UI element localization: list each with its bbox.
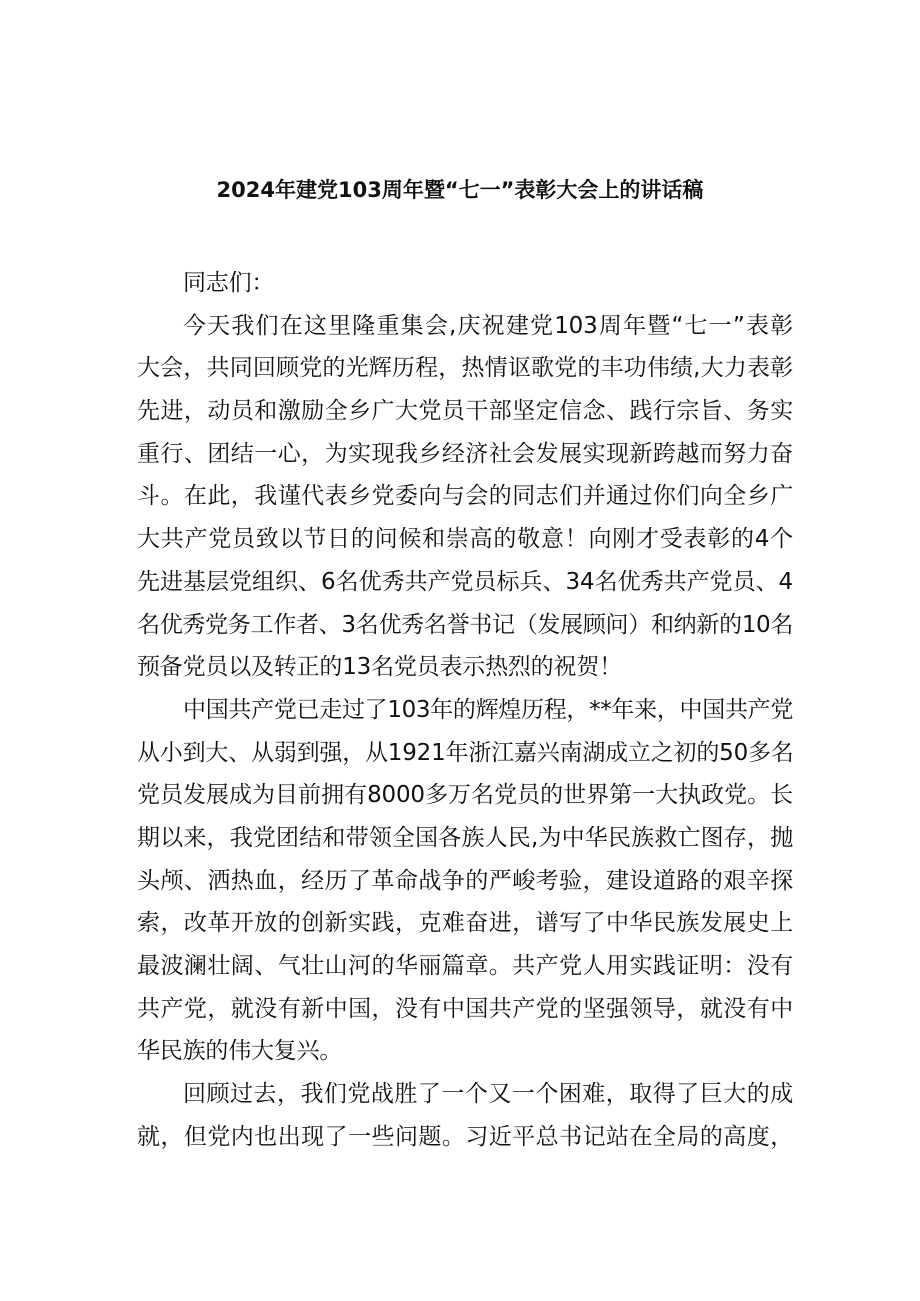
paragraph-line: 华民族的伟大复兴。	[137, 1038, 343, 1065]
salutation: 同志们：	[183, 270, 275, 296]
paragraph-line: 回顾过去，我们党战胜了一个又一个困难，取得了巨大的成	[183, 1081, 793, 1108]
paragraph-line: 就，但党内也出现了一些问题。习近平总书记站在全局的高度，	[137, 1123, 793, 1150]
paragraph-line: 党员发展成为目前拥有8000多万名党员的世界第一大执政党。长	[137, 782, 793, 809]
document-title: 2024年建党103周年暨“七一”表彰大会上的讲话稿	[216, 178, 704, 202]
paragraph-2	[137, 689, 793, 1073]
paragraph-line: 共产党，就没有新中国，没有中国共产党的坚强领导，就没有中	[137, 995, 793, 1022]
paragraph-line: 头颅、洒热血，经历了革命战争的严峻考验，建设道路的艰辛探	[137, 867, 793, 894]
paragraph-line: 从小到大、从弱到强，从1921年浙江嘉兴南湖成立之初的50多名	[137, 739, 794, 766]
document-body	[137, 262, 793, 1158]
paragraph-line: 索，改革开放的创新实践，克难奋进，谱写了中华民族发展史上	[137, 910, 793, 937]
paragraph-line: 先进基层党组织、6名优秀共产党员标兵、34名优秀共产党员、4	[137, 568, 793, 595]
paragraph-line: 重行、团结一心，为实现我乡经济社会发展实现新跨越而努力奋	[137, 440, 793, 467]
paragraph-1	[137, 305, 793, 689]
paragraph-line: 最波澜壮阔、气壮山河的华丽篇章。共产党人用实践证明：没有	[137, 953, 793, 979]
paragraph-line: 斗。在此，我谨代表乡党委向与会的同志们并通过你们向全乡广	[137, 483, 793, 510]
paragraph-line: 大共产党员致以节日的问候和崇高的敬意！向刚才受表彰的4个	[137, 526, 793, 553]
paragraph-line: 今天我们在这里隆重集会,庆祝建党103周年暨“七一”表彰	[183, 312, 793, 339]
paragraph-line: 名优秀党务工作者、3名优秀名誉书记（发展顾问）和纳新的10名	[137, 611, 793, 638]
paragraph-line: 中国共产党已走过了103年的辉煌历程，**年来，中国共产党	[183, 696, 793, 723]
paragraph-line: 大会，共同回顾党的光辉历程，热情讴歌党的丰功伟绩,大力表彰	[137, 355, 793, 382]
paragraph-line: 预备党员以及转正的13名党员表示热烈的祝贺！	[137, 654, 622, 681]
paragraph-3	[137, 1073, 793, 1158]
paragraph-line: 先进，动员和激励全乡广大党员干部坚定信念、践行宗旨、务实	[137, 398, 793, 425]
paragraph-line: 期以来，我党团结和带领全国各族人民,为中华民族救亡图存，抛	[137, 824, 793, 851]
